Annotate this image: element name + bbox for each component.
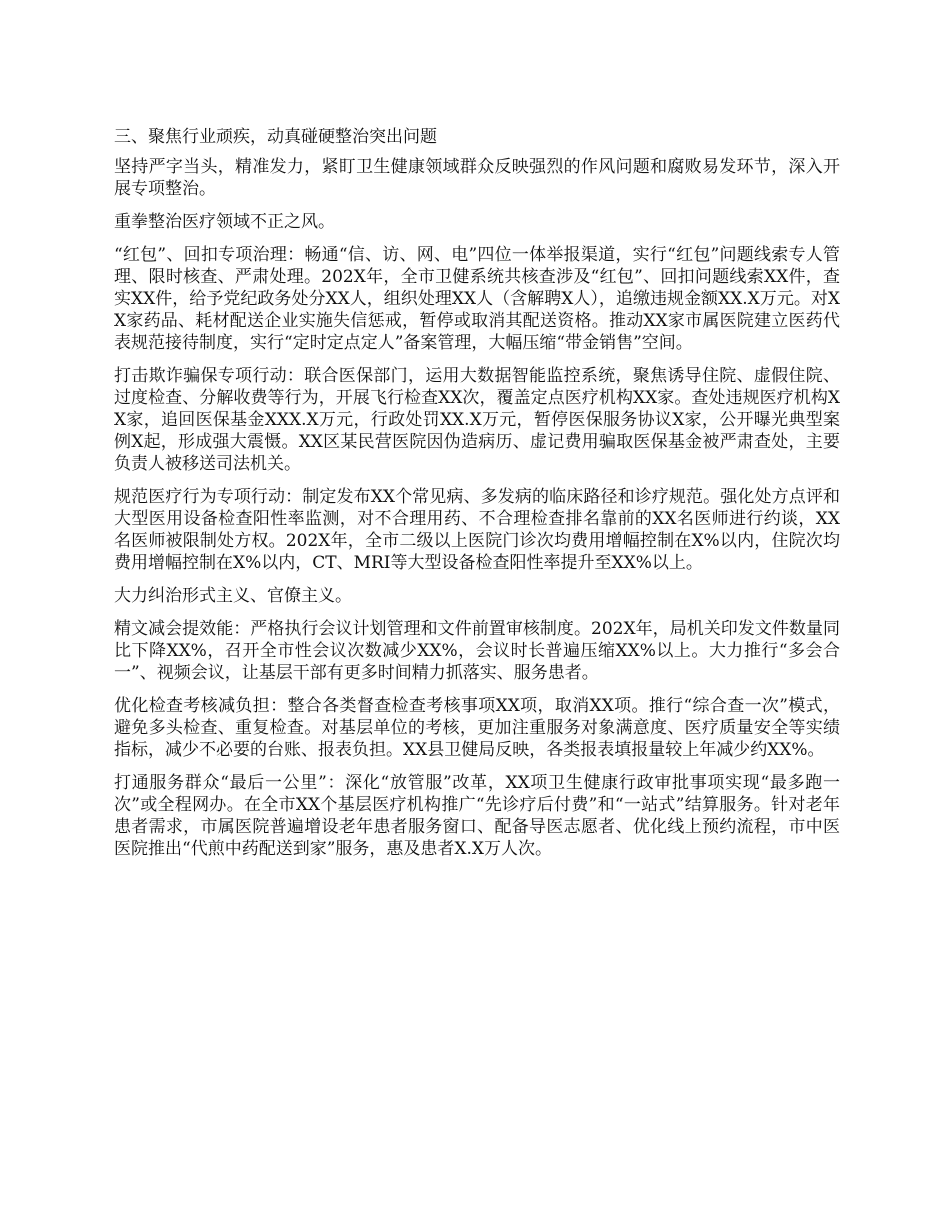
subsection-title-2: 大力纠治形式主义、官僚主义。 bbox=[114, 586, 352, 606]
section-intro: 坚持严字当头，精准发力，紧盯卫生健康领域群众反映强烈的作风问题和腐败易发环节，深入开展专项整治。 bbox=[114, 157, 840, 199]
paragraph-services: 打通服务群众“最后一公里”：深化“放管服”改革，XX项卫生健康行政审批事项实现“最多跑一次”或全程网办。在全市XX个基层医疗机构推广“先诊疗后付费”和“一站式”结算服务。针对老年患者需求，市属医院普遍增设老年患者服务窗口、配备导医志愿者、优化线上预约流程，市中医医院推出“代煎中药配送到家”服务，惠及患者X.X万人次。 bbox=[114, 773, 840, 859]
paragraph-medical-conduct: 规范医疗行为专项行动：制定发布XX个常见病、多发病的临床路径和诊疗规范。强化处方点评和大型医用设备检查阳性率监测，对不合理用药、不合理检查排名靠前的XX名医师进行约谈，XX名医师被限制处方权。202X年，全市二级以上医院门诊次均费用增幅控制在X%以内，住院次均费用增幅控制在X%以内，CT、MRI等大型设备检查阳性率提升至XX%以上。 bbox=[114, 487, 840, 573]
subsection-title-1: 重拳整治医疗领域不正之风。 bbox=[114, 212, 335, 232]
paragraph-inspections: 优化检查考核减负担：整合各类督查检查考核事项XX项，取消XX项。推行“综合查一次”模式，避免多头检查、重复检查。对基层单位的考核，更加注重服务对象满意度、医疗质量安全等实绩指标，减少不必要的台账、报表负担。XX县卫健局反映，各类报表填报量较上年减少约XX%。 bbox=[114, 696, 840, 760]
paragraph-insurance-fraud: 打击欺诈骗保专项行动：联合医保部门，运用大数据智能监控系统，聚焦诱导住院、虚假住院、过度检查、分解收费等行为，开展飞行检查XX次，覆盖定点医疗机构XX家。查处违规医疗机构XX家，追回医保基金XXX.X万元，行政处罚XX.X万元，暂停医保服务协议X家，公开曝光典型案例X起，形成强大震慑。XX区某民营医院因伪造病历、虚记费用骗取医保基金被严肃查处，主要负责人被移送司法机关。 bbox=[114, 366, 840, 474]
paragraph-red-envelope: “红包”、回扣专项治理：畅通“信、访、网、电”四位一体举报渠道，实行“红包”问题线索专人管理、限时核查、严肃处理。202X年，全市卫健系统共核查涉及“红包”、回扣问题线索XX件，查实XX件，给予党纪政务处分XX人，组织处理XX人（含解聘X人），追缴违规金额XX.X万元。对XX家药品、耗材配送企业实施失信惩戒，暂停或取消其配送资格。推动XX家市属医院建立医药代表规范接待制度，实行“定时定点定人”备案管理，大幅压缩“带金销售”空间。 bbox=[114, 245, 840, 353]
document-page bbox=[114, 122, 840, 871]
paragraph-meetings: 精文减会提效能：严格执行会议计划管理和文件前置审核制度。202X年，局机关印发文件数量同比下降XX%，召开全市性会议次数减少XX%，会议时长普遍压缩XX%以上。大力推行“多会合一”、视频会议，让基层干部有更多时间精力抓落实、服务患者。 bbox=[114, 619, 840, 683]
section-heading: 三、聚焦行业顽疾，动真碰硬整治突出问题 bbox=[114, 127, 437, 147]
